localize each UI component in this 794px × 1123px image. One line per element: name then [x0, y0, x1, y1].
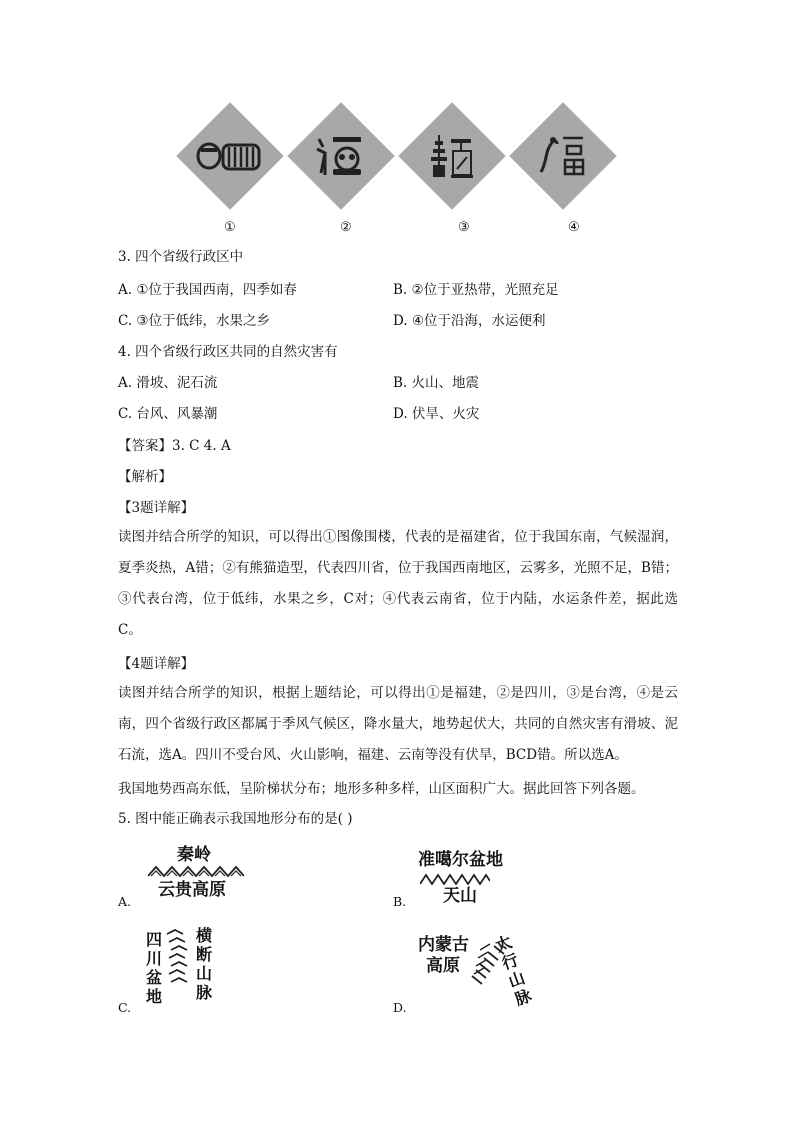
q5-d-label-taihang-mountains: 太行山脉 — [492, 932, 534, 1010]
q5-c-mountain-range-icon — [163, 928, 193, 988]
figure-label-1: ① — [224, 220, 236, 235]
answer-line: 【答案】3. C 4. A — [118, 438, 231, 454]
q5-a-label-yungui-plateau: 云贵高原 — [158, 880, 226, 900]
figure-label-3: ③ — [458, 220, 470, 235]
q5-d-label-inner-mongolia: 内蒙古 — [418, 935, 469, 955]
emblem-2-sichuan-panda-icon — [287, 102, 395, 210]
q5-c-label-hengduan-mountains: 横断山脉 — [195, 926, 212, 1002]
question-3-option-d: D. ④位于沿海，水运便利 — [393, 313, 546, 329]
question-4-option-b: B. 火山、地震 — [393, 375, 480, 391]
question-4-stem: 4. 四个省级行政区共同的自然灾害有 — [118, 344, 338, 360]
figure-label-2: ② — [340, 220, 352, 235]
q5-option-c-label: C. — [118, 1000, 132, 1015]
question-4-option-a: A. 滑坡、泥石流 — [118, 375, 218, 391]
q5-option-b-label: B. — [393, 894, 407, 909]
question-3-option-b: B. ②位于亚热带，光照充足 — [393, 282, 559, 298]
q4-detail-text: 读图并结合所学的知识，根据上题结论，可以得出①是福建，②是四川，③是台湾，④是云南，四个省级行政区都属于季风气候区，降水量大，地势起伏大，共同的自然灾害有滑坡、泥石流，选A。四川不受台风、火山影响，福建、云南等没有伏旱，BCD错。所以选A。 — [118, 685, 678, 763]
q5-option-d-label: D. — [393, 1000, 407, 1015]
question-3-option-c: C. ③位于低纬，水果之乡 — [118, 313, 271, 329]
question-5-stem: 5. 图中能正确表示我国地形分布的是( ) — [118, 811, 353, 827]
emblem-3-taiwan-tower-icon — [398, 102, 506, 210]
q5-d-label-plateau: 高原 — [426, 956, 460, 976]
q5-b-label-junggar-basin: 准噶尔盆地 — [418, 850, 503, 870]
q3-detail-heading: 【3题详解】 — [118, 500, 195, 516]
emblem-4-yunnan-peacock-icon — [509, 102, 617, 210]
question-4-option-c: C. 台风、风暴潮 — [118, 406, 218, 422]
q5-c-label-sichuan-basin: 四川盆地 — [145, 930, 162, 1006]
q5-option-a-label: A. — [118, 894, 132, 909]
question-3-option-a: A. ①位于我国西南，四季如春 — [118, 282, 297, 298]
q4-detail-heading: 【4题详解】 — [118, 656, 195, 672]
emblem-1-fujian-tulou-icon — [176, 102, 284, 210]
analysis-heading: 【解析】 — [118, 469, 172, 485]
question-3-stem: 3. 四个省级行政区中 — [118, 249, 244, 265]
q5-a-label-qinling: 秦岭 — [177, 845, 211, 865]
q5-b-label-tianshan: 天山 — [443, 886, 477, 906]
q5-a-mountain-range-icon — [148, 864, 244, 878]
figure-label-4: ④ — [568, 220, 580, 235]
question-4-option-d: D. 伏旱、火灾 — [393, 406, 480, 422]
q3-detail-text: 读图并结合所学的知识，可以得出①图像围楼，代表的是福建省，位于我国东南，气候湿润，夏季炎热，A错；②有熊猫造型，代表四川省，位于我国西南地区，云雾多，光照不足，B错；③代表台湾，位于低纬，水果之乡，C对；④代表云南省，位于内陆，水运条件差，据此选C。 — [118, 529, 678, 638]
q5-b-mountain-range-icon — [420, 873, 490, 885]
intro-text: 我国地势西高东低，呈阶梯状分布；地形多种多样，山区面积广大。据此回答下列各题。 — [118, 781, 645, 797]
